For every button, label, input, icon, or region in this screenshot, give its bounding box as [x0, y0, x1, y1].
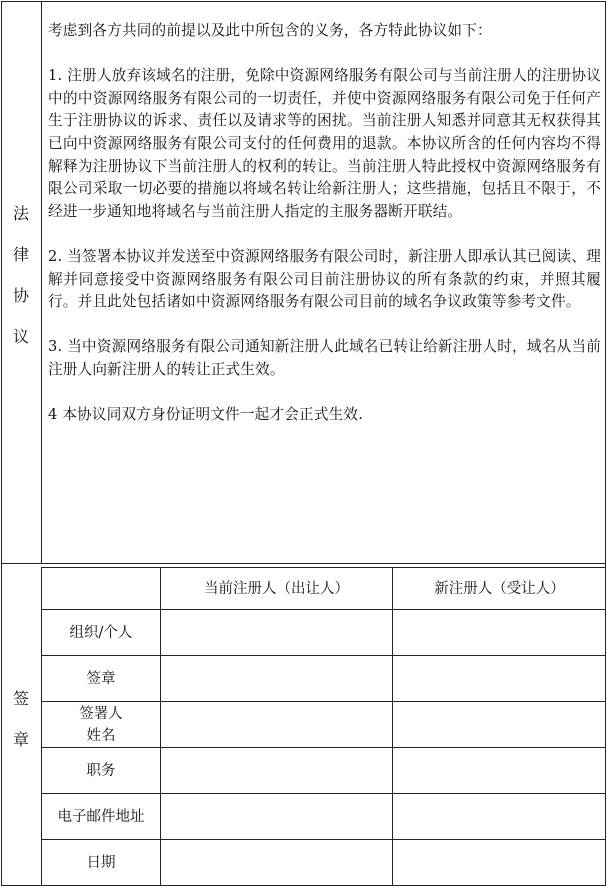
legal-agreement-label	[1, 180, 41, 370]
new-seal-field[interactable]	[393, 656, 606, 701]
agreement-clause-1: 1. 注册人放弃该域名的注册，免除中资源网络服务有限公司与当前注册人的注册协议中的中资源网络服务有限公司的一切责任，并使中资源网络服务有限公司免于任何产生于注册协议的诉求、责任以及请求等的困扰。当前注册人知悉并同意其无权获得其已向中资源网络服务有限公司支付的任何费用的退款。本协议所含的任何内容均不得解释为注册协议下当前注册人的权利的转让。当前注册人特此授权中资源网络服务有限公司采取一切必要的措施以将域名转让给新注册人；这些措施，包括且不限于，不经进一步通知地将域名与当前注册人指定的主服务器断开联结。	[48, 67, 601, 220]
new-position-field[interactable]	[393, 748, 606, 793]
row-label-seal: 签章	[86, 670, 116, 687]
legal-label-char: 法	[12, 204, 29, 223]
signature-label	[1, 664, 41, 774]
new-signatory-field[interactable]	[393, 702, 606, 747]
new-email-field[interactable]	[393, 794, 606, 839]
current-date-field[interactable]	[161, 840, 392, 885]
column-header-new-registrant: 新注册人（受让人）	[434, 580, 565, 597]
legal-label-char: 律	[12, 245, 29, 264]
current-seal-field[interactable]	[161, 656, 392, 701]
current-organization-field[interactable]	[161, 610, 392, 655]
signature-label-char: 签	[12, 689, 29, 708]
agreement-clause-2: 2. 当签署本协议并发送至中资源网络服务有限公司时，新注册人即承认其已阅读、理解并同意接受中资源网络服务有限公司目前注册协议的所有条款的约束，并照其履行。并且此处包括诸如中资源网络服务有限公司目前的域名争议政策等参考文件。	[48, 247, 601, 311]
column-header-current-registrant: 当前注册人（出让人）	[204, 580, 349, 597]
agreement-intro: 考虑到各方共同的前提以及此中所包含的义务，各方特此协议如下：	[48, 22, 492, 39]
current-position-field[interactable]	[161, 748, 392, 793]
legal-divider	[41, 1, 42, 564]
row-label-email: 电子邮件地址	[57, 808, 145, 825]
new-organization-field[interactable]	[393, 610, 606, 655]
row-label-organization: 组织/个人	[69, 624, 133, 641]
agreement-clause-3: 3. 当中资源网络服务有限公司通知新注册人此域名已转让给新注册人时，域名从当前注册人向新注册人的转让正式生效。	[48, 338, 601, 378]
row-label-date: 日期	[86, 854, 116, 871]
legal-label-char: 协	[12, 286, 29, 305]
current-email-field[interactable]	[161, 794, 392, 839]
section-separator	[1, 563, 606, 564]
row-label-signatory-name: 签署人 姓名	[79, 705, 123, 744]
agreement-clause-4: 4 本协议同双方身份证明文件一起才会正式生效.	[48, 406, 364, 424]
signature-label-char: 章	[12, 730, 29, 749]
row-label-position: 职务	[86, 762, 116, 779]
legal-label-char: 议	[12, 327, 29, 346]
new-date-field[interactable]	[393, 840, 606, 885]
current-signatory-field[interactable]	[161, 702, 392, 747]
agreement-text	[48, 20, 601, 449]
